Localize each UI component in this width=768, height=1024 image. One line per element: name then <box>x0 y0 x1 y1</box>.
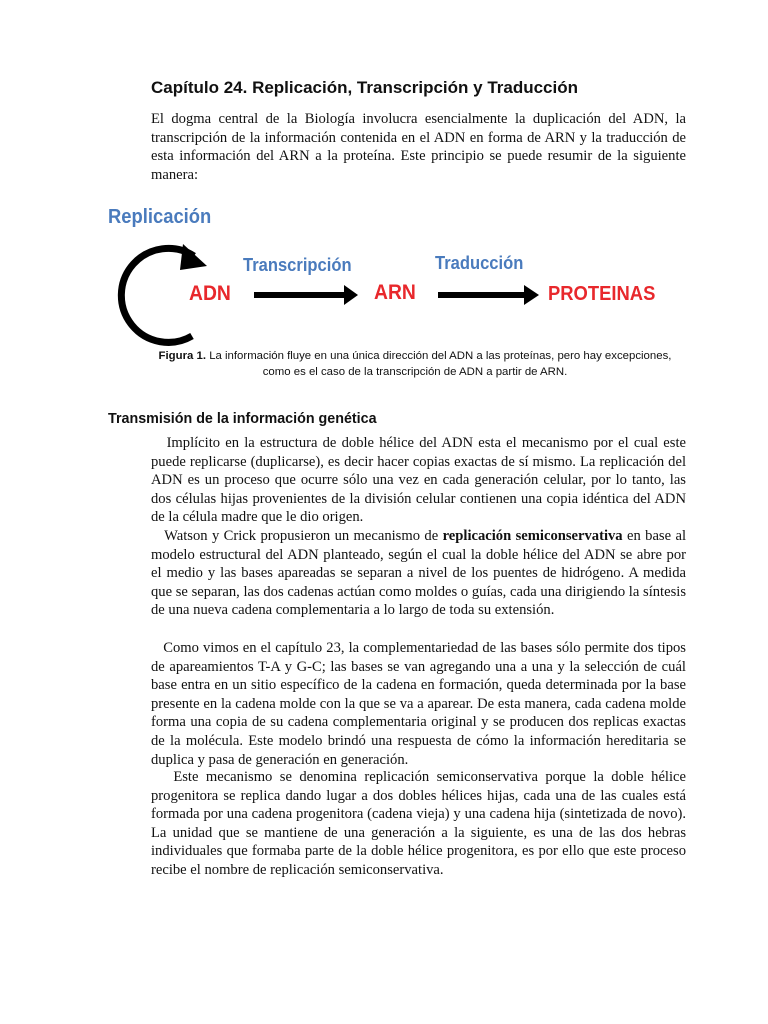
figure-caption-text: La información fluye en una única dirección del ADN a las proteínas, pero hay excepciones, como es el caso de la transcripción de ADN a partir de ARN. <box>206 350 672 378</box>
paragraph-4 <box>151 768 686 880</box>
transcripcion-label: Transcripción <box>243 255 352 275</box>
transcription-arrowhead <box>344 285 358 305</box>
paragraph-1-text: Implícito en la estructura de doble hélice del ADN esta el mecanismo por el cual este puede replicarse (duplicarse), es decir hacer copias exactas de sí mismo. La replicación del ADN es un proceso que ocurre sólo una vez en cada generación celular, por lo tanto, las dos células hijas provenientes de la división celular contienen una copia idéntica del ADN de la célula madre que le dio origen. <box>151 435 686 526</box>
traduccion-label: Traducción <box>435 253 524 273</box>
replicacion-label: Replicación <box>108 206 212 228</box>
paragraph-2-bold-term: replicación semiconservativa <box>442 528 623 544</box>
section-heading: Transmisión de la información genética <box>108 411 377 427</box>
paragraph-2 <box>151 527 686 620</box>
paragraph-1 <box>151 434 686 527</box>
chapter-title: Capítulo 24. Replicación, Transcripción y Traducción <box>151 78 579 97</box>
translation-arrowhead <box>524 285 539 305</box>
proteinas-label: PROTEINAS <box>548 283 656 305</box>
figure-label: Figura 1. <box>158 350 207 362</box>
paragraph-2-text-start: Watson y Crick propusieron un mecanismo de <box>164 528 443 544</box>
transcription-arrow-shaft <box>254 292 347 298</box>
intro-paragraph: El dogma central de la Biología involucra esencialmente la duplicación del ADN, la transcripción de la información contenida en el ADN en forma de ARN y la traducción de esta información del ARN a la proteína. Este principio se puede resumir de la siguiente manera: <box>151 111 686 183</box>
paragraph-4-text: Este mecanismo se denomina replicación semiconservativa porque la doble hélice progenitora se replica dando lugar a dos dobles hélices hijas, cada una de las cuales está formada por una cadena progenitora (cadena vieja) y una cadena hija (sintetizada de novo). La unidad que se mantiene de una generación a la siguiente, es una de las dos hebras individuales que formaba parte de la doble hélice progenitora, es por ello que este proceso recibe el nombre de replicación semiconservativa. <box>151 769 686 878</box>
adn-label: ADN <box>189 282 231 305</box>
translation-arrow-shaft <box>438 292 527 298</box>
paragraph-2-text-end: en base al modelo estructural del ADN planteado, según el cual la doble hélice del ADN se abre por el medio y las bases apareadas se separan a nivel de los puentes de hidrógeno. A medida que se separan, las dos cadenas actúan como moldes o guías, cada una dirigiendo la síntesis de una nueva cadena complementaria a lo largo de toda su extensión. <box>151 528 687 619</box>
arn-label: ARN <box>374 281 416 304</box>
paragraph-3 <box>151 639 686 769</box>
figure-caption <box>150 349 680 380</box>
central-dogma-diagram <box>100 198 700 348</box>
replication-loop-arrowhead <box>180 244 207 270</box>
paragraph-3-text: Como vimos en el capítulo 23, la complementariedad de las bases sólo permite dos tipos de apareamientos T-A y G-C; las bases se van agregando una a una y la selección de cuál base entra en un sitio específico de la cadena en formación, queda determinada por la base presente en la cadena molde con la que se va a aparear. De esta manera, cada cadena molde forma una copia de su cadena complementaria original y se producen dos replicas exactas de la molécula. Este modelo brindó una respuesta de cómo la información hereditaria se duplica y pasa de generación en generación. <box>151 640 686 768</box>
